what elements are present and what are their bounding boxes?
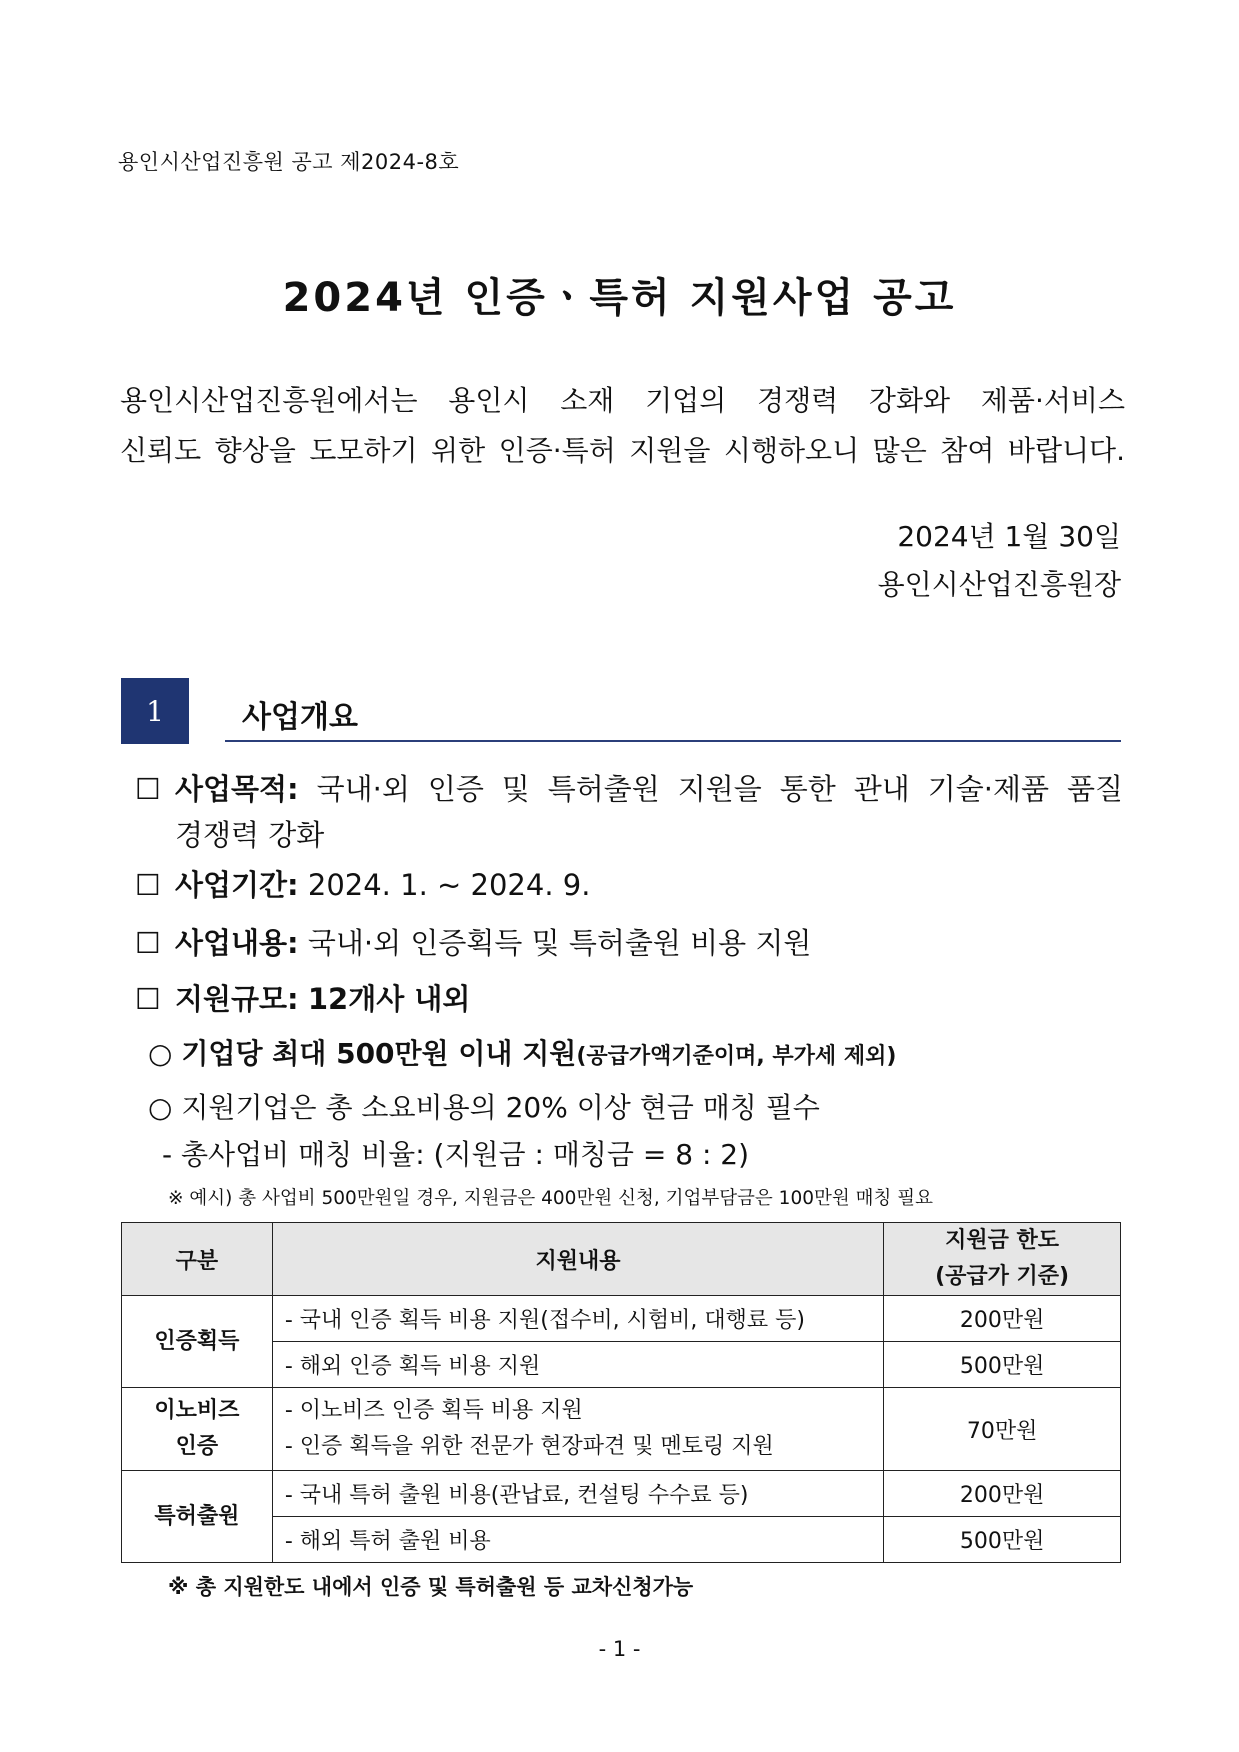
header-limit-line1: 지원금 한도	[945, 1228, 1060, 1253]
category-cell: 특허출원	[122, 1471, 273, 1563]
matching-text: 지원기업은 총 소요비용의 20% 이상 현금 매칭 필수	[181, 1091, 820, 1124]
amount-cell: 500만원	[884, 1342, 1121, 1388]
intro-line-1: 용인시산업진흥원에서는 용인시 소재 기업의 경쟁력 강화와 제품·서비스	[120, 384, 1125, 417]
category-line1: 이노비즈	[154, 1398, 240, 1423]
page-number: - 1 -	[598, 1637, 641, 1661]
amount-cell: 70만원	[884, 1388, 1121, 1471]
checkbox-icon: ☐	[135, 982, 161, 1016]
scale-label: 지원규모:	[175, 982, 299, 1016]
max-support-text: 기업당 최대 500만원 이내 지원	[181, 1037, 577, 1070]
circle-icon: ○	[148, 1091, 173, 1124]
desc-cell: - 국내 특허 출원 비용(관납료, 컨설팅 수수료 등)	[272, 1471, 883, 1517]
header-limit-line2: (공급가 기준)	[935, 1264, 1070, 1289]
table-row	[122, 1388, 1121, 1471]
amount-cell: 200만원	[884, 1471, 1121, 1517]
period-label: 사업기간:	[175, 868, 299, 902]
item-content	[135, 920, 811, 966]
item-scale	[135, 976, 470, 1022]
desc-line1: - 이노비즈 인증 획득 비용 지원	[284, 1398, 583, 1423]
header-content: 지원내용	[272, 1223, 883, 1296]
max-support-note: (공급가액기준이며, 부가세 제외)	[576, 1044, 897, 1069]
scale-text: 12개사 내외	[307, 982, 471, 1016]
desc-cell: - 국내 인증 획득 비용 지원(접수비, 시험비, 대행료 등)	[272, 1296, 883, 1342]
period-text: 2024. 1. ~ 2024. 9.	[307, 868, 591, 902]
section-divider	[225, 740, 1121, 742]
desc-cell	[272, 1388, 883, 1471]
section-title: 사업개요	[242, 700, 358, 735]
header-category: 구분	[122, 1223, 273, 1296]
purpose-text-continued: 경쟁력 강화	[175, 818, 325, 852]
checkbox-icon: ☐	[135, 868, 161, 902]
item-purpose	[135, 766, 1123, 812]
desc-cell: - 해외 인증 획득 비용 지원	[272, 1342, 883, 1388]
item-period	[135, 862, 590, 908]
checkbox-icon: ☐	[135, 926, 161, 960]
content-label: 사업내용:	[175, 926, 299, 960]
purpose-label: 사업목적:	[175, 772, 299, 806]
notice-number: 용인시산업진흥원 공고 제2024-8호	[118, 150, 460, 174]
amount-cell: 200만원	[884, 1296, 1121, 1342]
category-line2: 인증	[175, 1434, 219, 1459]
intro-line-2: 신뢰도 향상을 도모하기 위한 인증·특허 지원을 시행하오니 많은 참여 바랍니다.	[120, 434, 1125, 467]
issuer: 용인시산업진흥원장	[877, 568, 1121, 601]
content-text: 국내·외 인증획득 및 특허출원 비용 지원	[307, 926, 812, 960]
intro-paragraph	[120, 376, 1125, 476]
support-table	[121, 1222, 1121, 1563]
sub-item-max-support	[148, 1032, 896, 1079]
footnote: ※ 총 지원한도 내에서 인증 및 특허출원 등 교차신청가능	[168, 1575, 694, 1599]
checkbox-icon: ☐	[135, 772, 161, 806]
amount-cell: 500만원	[884, 1517, 1121, 1563]
desc-line2: - 인증 획득을 위한 전문가 현장파견 및 멘토링 지원	[284, 1434, 774, 1459]
section-number-badge: 1	[121, 678, 189, 744]
desc-cell: - 해외 특허 출원 비용	[272, 1517, 883, 1563]
example-note: ※ 예시) 총 사업비 500만원일 경우, 지원금은 400만원 신청, 기업부담금은 100만원 매칭 필요	[168, 1188, 933, 1209]
table-row	[122, 1296, 1121, 1342]
category-cell	[122, 1388, 273, 1471]
category-cell: 인증획득	[122, 1296, 273, 1388]
table-row	[122, 1471, 1121, 1517]
table-header-row	[122, 1223, 1121, 1296]
header-limit	[884, 1223, 1121, 1296]
matching-ratio: - 총사업비 매칭 비율: (지원금 : 매칭금 = 8 : 2)	[162, 1138, 750, 1171]
sub-item-matching	[148, 1086, 820, 1130]
page-title: 2024년 인증ㆍ특허 지원사업 공고	[282, 275, 957, 321]
announcement-date: 2024년 1월 30일	[897, 520, 1121, 553]
purpose-text: 국내·외 인증 및 특허출원 지원을 통한 관내 기술·제품 품질	[316, 772, 1123, 806]
circle-icon: ○	[148, 1037, 173, 1070]
